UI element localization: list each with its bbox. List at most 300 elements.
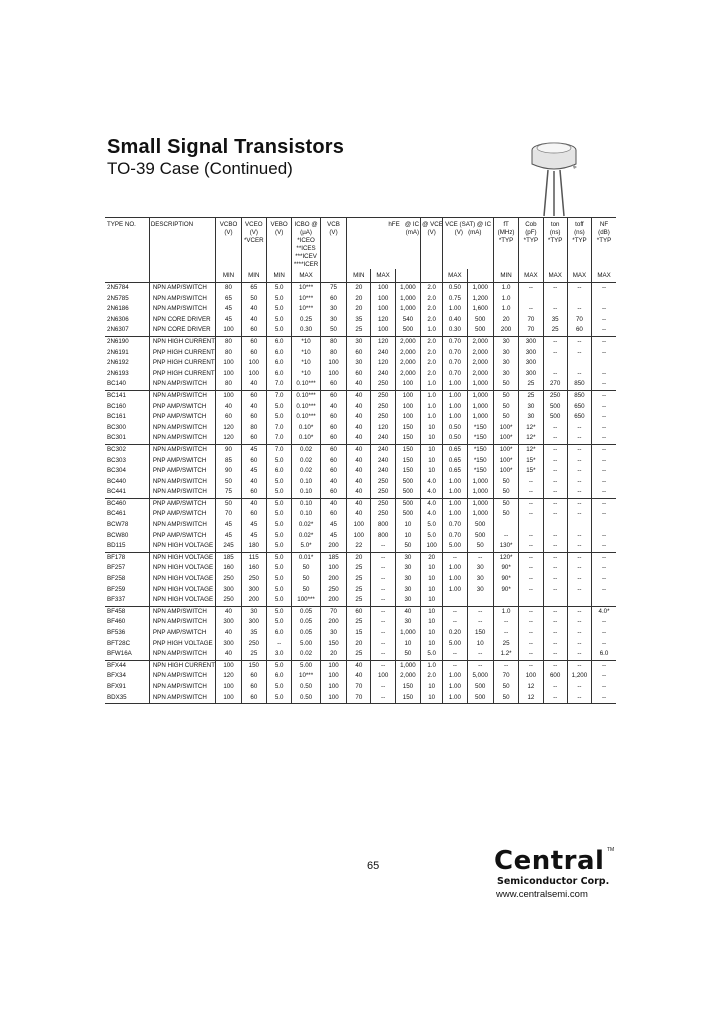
table-cell: 650 [567,402,591,413]
table-cell: 500 [467,520,493,531]
table-cell: 5.0 [266,325,291,336]
table-cell: 100 [241,358,266,369]
table-cell: 1.00 [443,304,467,315]
table-cell: 80 [320,336,346,347]
table-cell: 1,000 [467,402,493,413]
table-cell: 1,000 [467,412,493,423]
table-cell: 90 [216,466,241,477]
table-cell: -- [543,639,567,650]
table-cell: 10 [421,628,443,639]
type-no-cell: BC161 [107,413,126,421]
table-cell: 240 [371,433,395,444]
table-cell: 25 [241,649,266,660]
table-cell: 65 [241,283,266,294]
table-cell: 130* [493,541,518,552]
col-nf [592,218,616,270]
table-cell: -- [543,628,567,639]
table-cell: -- [567,487,591,498]
table-cell: *150 [467,444,493,455]
table-cell: 20 [493,315,518,326]
table-cell: *150 [467,456,493,467]
icbo-label: ICBO @ [294,221,318,228]
table-cell: 6.0 [266,671,291,682]
table-cell: 300 [519,336,543,347]
table-cell: 160 [216,563,241,574]
table-cell: -- [543,617,567,628]
table-cell: 10 [421,574,443,585]
type-no-cell: BC302 [105,444,149,455]
table-cell: 100* [493,466,518,477]
table-cell: -- [592,283,616,294]
table-cell: 7.0 [266,433,291,444]
table-row [105,682,616,693]
table-cell: 25 [347,574,371,585]
table-cell: 0.70 [443,520,467,531]
table-cell: 0.70 [443,369,467,380]
table-cell: 60 [320,423,346,434]
table-cell: 60 [241,336,266,347]
table-cell: -- [371,639,395,650]
table-row [105,304,616,315]
table-body [105,283,616,704]
table-cell: 5.0 [266,563,291,574]
table-cell [567,358,591,369]
type-no-cell: BC300 [107,423,126,431]
table-row [105,509,616,520]
table-cell: 5.0 [266,617,291,628]
table-cell: 60 [320,433,346,444]
table-cell: 240 [371,466,395,477]
table-cell: -- [592,456,616,467]
minmax-blank [395,269,420,283]
table-cell: 120* [493,552,518,563]
table-cell: 90* [493,585,518,596]
table-cell: 30 [395,595,420,606]
table-cell [592,294,616,305]
description-cell: PNP AMP/SWITCH [149,456,216,467]
table-cell: 100 [216,660,241,671]
type-no-cell: 2N6307 [107,326,129,334]
table-cell: 15* [519,456,543,467]
table-cell: -- [592,541,616,552]
table-cell: 100* [493,444,518,455]
table-row [105,520,616,531]
table-cell: 1,200 [467,294,493,305]
table-cell: -- [543,552,567,563]
table-cell: 90* [493,563,518,574]
col-icbo [292,218,321,270]
table-cell: -- [567,552,591,563]
table-cell: 150 [395,433,420,444]
table-cell: 150 [395,693,420,704]
table-cell: 2,000 [395,336,420,347]
type-no-cell: BC461 [107,510,126,518]
table-cell: 120 [371,336,395,347]
table-cell: 40 [347,671,371,682]
description-cell: PNP AMP/SWITCH [149,412,216,423]
table-cell: 10 [395,520,420,531]
type-no-cell: BC303 [107,456,126,464]
table-cell: -- [266,639,291,650]
description-cell: NPN AMP/SWITCH [149,487,216,498]
table-cell: 0.70 [443,531,467,542]
table-cell: 100 [371,304,395,315]
table-cell: -- [543,304,567,315]
table-cell: 45 [320,520,346,531]
table-cell: -- [592,639,616,650]
cob-max: MAX [519,269,543,283]
table-cell: -- [443,660,467,671]
table-cell [519,595,543,606]
table-cell: -- [371,563,395,574]
table-cell: 540 [395,315,420,326]
type-no-cell: BFX44 [105,660,149,671]
table-cell: 6.0 [266,348,291,359]
table-cell: -- [543,283,567,294]
table-cell: 0.10 [292,487,321,498]
table-cell: 40 [347,487,371,498]
table-row [105,628,616,639]
table-cell: 40 [216,606,241,617]
ic-label: @ IC [404,221,420,228]
table-cell: 70 [567,315,591,326]
table-cell: -- [519,498,543,509]
vcesat-max: MAX [443,269,467,283]
table-cell: 10*** [292,671,321,682]
table-cell: -- [371,693,395,704]
table-cell: 10 [421,444,443,455]
table-cell: 5.0 [266,585,291,596]
ft-unit: (MHz) [497,229,515,236]
table-cell: -- [371,649,395,660]
minmax-blank [467,269,493,283]
table-cell: 50 [493,487,518,498]
table-cell: 70 [519,315,543,326]
table-cell: 40 [241,379,266,390]
table-cell: 200 [320,595,346,606]
table-cell: -- [592,552,616,563]
table-cell: 30 [395,585,420,596]
table-cell: -- [592,682,616,693]
table-cell: 1,200 [567,671,591,682]
table-cell: 10 [395,531,420,542]
ic-unit: (mA) [405,229,420,236]
table-cell: -- [592,509,616,520]
table-cell: 1.00 [443,671,467,682]
table-cell [592,358,616,369]
table-cell: 30 [519,402,543,413]
table-cell: -- [592,498,616,509]
table-cell: *150 [467,433,493,444]
table-cell: 40 [347,412,371,423]
icbo-notes: *ICEO **ICES ***ICEV ****ICER [293,237,319,268]
table-cell: 50 [292,563,321,574]
table-row [105,487,616,498]
table-cell: -- [467,617,493,628]
table-cell: 120 [371,315,395,326]
description-cell: PNP HIGH VOLTAGE [149,639,216,650]
table-cell: 30 [395,574,420,585]
table-cell: 45 [216,531,241,542]
table-cell: 2,000 [467,348,493,359]
table-cell: 60 [320,509,346,520]
table-cell: 60 [347,369,371,380]
table-cell [592,520,616,531]
description-cell: NPN AMP/SWITCH [149,283,216,294]
table-cell: -- [519,628,543,639]
table-cell: 30 [395,552,420,563]
table-cell: 20 [347,552,371,563]
table-cell: 5.00 [443,639,467,650]
table-cell: 0.25 [292,315,321,326]
description-cell: PNP AMP/SWITCH [149,498,216,509]
table-cell: -- [592,660,616,671]
nf-max: MAX [592,269,616,283]
table-minmax-row [105,269,616,283]
type-no-cell: 2N6306 [107,315,129,323]
table-cell: 0.10*** [292,412,321,423]
table-cell: -- [543,433,567,444]
hfe-min: MIN [347,269,371,283]
table-cell: 80 [241,423,266,434]
table-cell: 60 [320,379,346,390]
table-cell: 1,000 [395,628,420,639]
table-header-row [105,218,616,270]
website-url: www.centralsemi.com [496,889,588,900]
table-cell: -- [519,487,543,498]
table-cell: 80 [216,348,241,359]
page-number: 65 [367,860,380,872]
table-cell: -- [567,531,591,542]
table-cell: 0.10 [292,498,321,509]
table-cell: -- [592,671,616,682]
type-no-cell: BFW16A [107,650,132,658]
table-cell: 1,000 [467,477,493,488]
table-cell: 1.0 [493,294,518,305]
table-cell: 1.00 [443,509,467,520]
type-no-cell: BCW80 [107,531,129,539]
table-cell: 40 [241,477,266,488]
table-cell: 1.00 [443,487,467,498]
minmax-blank [320,269,346,283]
table-cell: 1.0 [493,304,518,315]
table-cell: -- [519,574,543,585]
table-cell: 0.50 [292,682,321,693]
type-no-cell: 2N6193 [107,369,129,377]
table-cell: 40 [241,402,266,413]
table-cell: -- [371,585,395,596]
table-cell: 40 [347,390,371,401]
table-cell: 270 [543,379,567,390]
table-cell: 250 [241,639,266,650]
table-cell: 60 [320,466,346,477]
col-toff [567,218,591,270]
table-cell: 40 [347,477,371,488]
table-cell: 5.0 [266,595,291,606]
table-cell: 60 [241,671,266,682]
description-cell: NPN HIGH CURRENT [149,660,216,671]
table-cell: -- [543,660,567,671]
table-cell: 40 [347,379,371,390]
table-cell: 50 [493,682,518,693]
table-cell: 1,000 [395,304,420,315]
table-cell: 20 [320,649,346,660]
table-cell: 30 [467,585,493,596]
table-cell: 5.0 [266,574,291,585]
table-cell: 100 [216,390,241,401]
table-cell: -- [371,574,395,585]
table-row [105,498,616,509]
vceo-unit: (V) [249,229,258,236]
table-cell: -- [592,315,616,326]
table-cell: 60 [347,348,371,359]
table-cell: -- [519,639,543,650]
table-cell: 50 [493,412,518,423]
table-cell: 500 [467,531,493,542]
table-cell: 0.02 [292,649,321,660]
table-row [105,315,616,326]
table-cell: -- [543,369,567,380]
table-cell: 300 [519,348,543,359]
table-row [105,466,616,477]
table-cell: 6.0 [266,336,291,347]
vcesat-unit: (V) [454,229,463,236]
type-no-cell: BC441 [107,488,126,496]
table-cell: 6.0 [266,358,291,369]
table-cell: 0.10*** [292,390,321,401]
table-cell: 250 [371,498,395,509]
table-cell: -- [543,348,567,359]
table-cell: 2,000 [467,358,493,369]
type-no-cell: BD115 [107,542,126,550]
table-cell: 60 [241,487,266,498]
hfe-label: hFE [388,221,400,228]
description-cell: NPN AMP/SWITCH [149,423,216,434]
table-cell: 2,000 [395,348,420,359]
table-cell: 25 [519,390,543,401]
table-cell: 150 [241,660,266,671]
table-cell: 0.02 [292,456,321,467]
table-cell: -- [371,541,395,552]
table-cell: 60 [216,412,241,423]
table-cell: 5.0 [266,456,291,467]
table-cell: 0.01* [292,552,321,563]
table-cell: 10 [421,693,443,704]
table-cell: 60 [320,444,346,455]
description-cell: NPN CORE DRIVER [149,325,216,336]
table-cell: 40 [241,304,266,315]
table-cell: -- [467,660,493,671]
table-cell: 5.0 [266,402,291,413]
table-cell: 70 [347,682,371,693]
table-cell: 5.00 [292,639,321,650]
table-cell: 5.0 [266,509,291,520]
table-cell: 1,000 [467,379,493,390]
table-cell: 850 [567,379,591,390]
table-cell: -- [519,283,543,294]
col-vcb [320,218,346,270]
ton-note: *TYP [547,237,563,244]
table-cell: 200 [493,325,518,336]
table-cell: 0.50 [443,423,467,434]
nf-label: NF [599,221,609,228]
table-cell: -- [567,606,591,617]
table-cell: 30 [467,563,493,574]
table-cell: 70 [347,693,371,704]
type-no-cell: BC160 [107,402,126,410]
table-cell: -- [592,585,616,596]
table-cell: -- [567,563,591,574]
table-cell: -- [543,466,567,477]
toff-unit: (ns) [574,229,585,236]
table-cell: 800 [371,520,395,531]
table-cell: -- [543,509,567,520]
vebo-label: VEBO [270,221,288,228]
table-cell: 100 [371,325,395,336]
ton-label: ton [550,221,560,228]
table-cell: 150 [395,423,420,434]
table-cell: -- [567,348,591,359]
table-cell: 80 [216,379,241,390]
table-cell: 250 [216,574,241,585]
table-cell: -- [519,541,543,552]
logo-tagline: Semiconductor Corp. [497,876,610,887]
table-cell: 25 [347,563,371,574]
table-cell: 1.00 [443,498,467,509]
type-no-cell: BF536 [107,629,126,636]
table-cell: 30 [493,336,518,347]
table-cell: -- [567,628,591,639]
table-cell: 250 [216,595,241,606]
vebo-unit: (V) [275,229,284,236]
table-cell: 1.00 [443,563,467,574]
table-cell: 40 [216,628,241,639]
table-cell: 15* [519,466,543,477]
table-cell: 90 [216,444,241,455]
table-cell: -- [567,498,591,509]
table-cell: -- [592,628,616,639]
table-cell: 250 [241,574,266,585]
table-cell: 0.10*** [292,402,321,413]
table-row [105,552,616,563]
table-cell: 185 [320,552,346,563]
table-cell: 5.0 [266,304,291,315]
table-row [105,617,616,628]
ton-unit: (ns) [549,229,561,236]
table-cell [519,520,543,531]
table-cell: 100 [320,660,346,671]
table-cell: 2.0 [421,336,443,347]
table-cell: -- [493,617,518,628]
table-cell: 5.0 [266,412,291,423]
table-row [105,390,616,401]
type-no-cell: BF458 [105,606,149,617]
table-cell: 5.0 [266,315,291,326]
table-cell: 1,000 [467,509,493,520]
table-cell: 5.0 [266,693,291,704]
cob-unit: (pF) [525,229,537,236]
table-cell: 10 [421,585,443,596]
table-cell: 60 [241,412,266,423]
table-cell: 10 [421,423,443,434]
table-cell: 30 [395,617,420,628]
table-cell: 50 [493,402,518,413]
table-cell: 45 [216,520,241,531]
description-cell: NPN HIGH CURRENT [149,336,216,347]
nf-unit: (dB) [598,229,610,236]
table-cell: 2,000 [395,358,420,369]
table-cell: 25 [347,649,371,660]
